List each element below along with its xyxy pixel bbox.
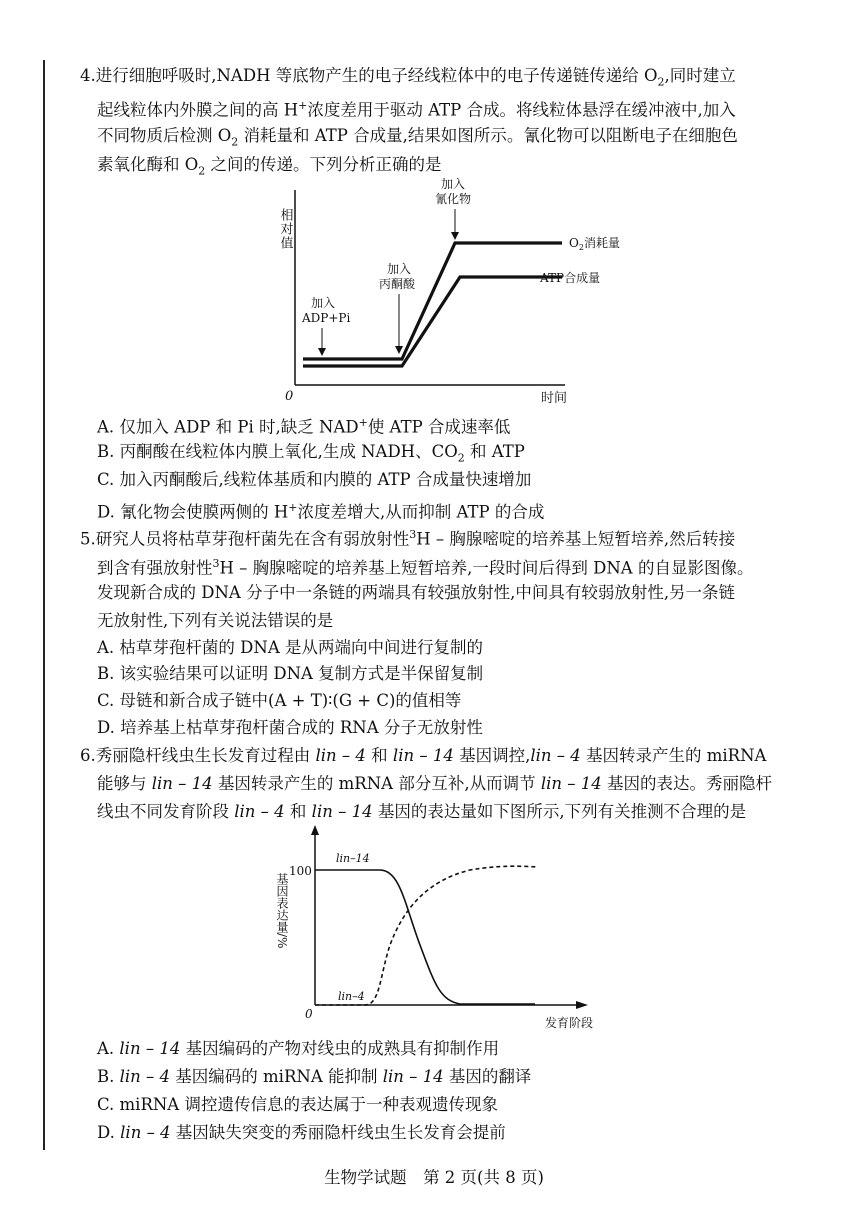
atp-label: ATP合成量 bbox=[540, 271, 601, 285]
q4-line3: 不同物质后检测 $O_2$ 消耗量和 ATP 合成量,结果如图所示。氰化物可以阻断电子在细胞色 bbox=[97, 126, 738, 149]
chart1-origin: 0 bbox=[285, 389, 294, 404]
q5-line3: 发现新合成的 DNA 分子中一条链的两端具有较强放射性,中间具有较弱放射性,另一条链 bbox=[97, 583, 736, 602]
page-footer: 生物学试题 第 2 页(共 8 页) bbox=[324, 1168, 544, 1187]
q5-option-d[interactable]: D. 培养基上枯草芽孢杆菌合成的 RNA 分子无放射性 bbox=[97, 718, 483, 737]
q4-line4: 素氧化酶和 $O_2$ 之间的传递。下列分析正确的是 bbox=[97, 155, 442, 178]
o2-label: $O_2$消耗量 bbox=[569, 236, 620, 252]
chart2-xlabel: 发育阶段 bbox=[545, 1016, 594, 1030]
q6-line1: 6.秀丽隐杆线虫生长发育过程由 lin – 4 和 lin – 14 基因调控,lin – 4 基因转录产生的 miRNA bbox=[80, 746, 767, 765]
lin14-label: lin–14 bbox=[336, 852, 370, 865]
q4-line1: 4.进行细胞呼吸时,NADH 等底物产生的电子经线粒体中的电子传递链传递给 $O_2$,同时建立 bbox=[80, 66, 736, 89]
annot-adp-2: ADP+Pi bbox=[302, 311, 351, 325]
chart-gene-expression bbox=[260, 825, 620, 1035]
q6-option-b[interactable]: B. lin – 4 基因编码的 miRNA 能抑制 lin – 14 基因的翻译 bbox=[97, 1067, 532, 1086]
chart2-x-arrow bbox=[576, 1001, 588, 1009]
q5-line4: 无放射性,下列有关说法错误的是 bbox=[97, 611, 334, 630]
annot-cn-1: 加入 bbox=[441, 177, 466, 191]
q6-line2: 能够与 lin – 14 基因转录产生的 mRNA 部分互补,从而调节 lin – 14 基因的表达。秀丽隐杆 bbox=[97, 774, 772, 793]
margin-line bbox=[43, 60, 45, 1150]
lin14-curve bbox=[315, 870, 535, 1004]
q4-line2: 起线粒体内外膜之间的高 H+浓度差用于驱动 ATP 合成。将线粒体悬浮在缓冲液中,加入 bbox=[97, 99, 736, 120]
lin4-curve bbox=[315, 866, 538, 1005]
q4-option-a[interactable]: A. 仅加入 ADP 和 Pi 时,缺乏 NAD+使 ATP 合成速率低 bbox=[97, 416, 511, 437]
arrowhead-pyr bbox=[395, 346, 403, 354]
arrowhead-adp bbox=[318, 348, 326, 356]
q6-option-c[interactable]: C. miRNA 调控遗传信息的表达属于一种表观遗传现象 bbox=[97, 1095, 498, 1114]
chart-respiration bbox=[255, 170, 655, 410]
q6-line3: 线虫不同发育阶段 lin – 4 和 lin – 14 基因的表达量如下图所示,下列有关推测不合理的是 bbox=[97, 802, 747, 821]
q5-option-c[interactable]: C. 母链和新合成子链中(A + T)∶(G + C)的值相等 bbox=[97, 691, 462, 710]
chart2-y-arrow bbox=[311, 825, 319, 835]
chart2-ytick: 100 bbox=[289, 864, 312, 878]
q6-option-a[interactable]: A. lin – 14 基因编码的产物对线虫的成熟具有抑制作用 bbox=[97, 1039, 500, 1058]
chart2-ylabel: 基因表达量/% bbox=[275, 873, 289, 949]
chart1-ylabel: 相对值 bbox=[277, 208, 293, 250]
chart2-origin: 0 bbox=[305, 1007, 313, 1021]
q4-option-c[interactable]: C. 加入丙酮酸后,线粒体基质和内膜的 ATP 合成量快速增加 bbox=[97, 470, 532, 489]
q5-option-b[interactable]: B. 该实验结果可以证明 DNA 复制方式是半保留复制 bbox=[97, 664, 484, 683]
lin4-label: lin–4 bbox=[338, 990, 365, 1003]
annot-pyr-1: 加入 bbox=[387, 262, 412, 276]
q5-line1: 5.研究人员将枯草芽孢杆菌先在含有弱放射性$^3$H – 胸腺嘧啶的培养基上短暂培养,然后转接 bbox=[80, 528, 736, 549]
o2-consumption-line bbox=[303, 243, 562, 359]
annot-cn-2: 氰化物 bbox=[435, 192, 472, 206]
q6-option-d[interactable]: D. lin – 4 基因缺失突变的秀丽隐杆线虫生长发育会提前 bbox=[97, 1123, 506, 1142]
q5-line2: 到含有强放射性$^3$H – 胸腺嘧啶的培养基上短暂培养,一段时间后得到 DNA 的自显影图像。 bbox=[97, 557, 754, 578]
arrowhead-cn bbox=[451, 232, 459, 240]
chart1-xlabel: 时间 bbox=[541, 391, 568, 406]
q4-option-d[interactable]: D. 氰化物会使膜两侧的 H+浓度差增大,从而抑制 ATP 的合成 bbox=[97, 501, 545, 522]
q4-option-b[interactable]: B. 丙酮酸在线粒体内膜上氧化,生成 NADH、$CO_2$ 和 ATP bbox=[97, 442, 525, 465]
annot-adp-1: 加入 bbox=[311, 296, 336, 310]
annot-pyr-2: 丙酮酸 bbox=[379, 277, 416, 291]
q5-option-a[interactable]: A. 枯草芽孢杆菌的 DNA 是从两端向中间进行复制的 bbox=[97, 638, 483, 657]
